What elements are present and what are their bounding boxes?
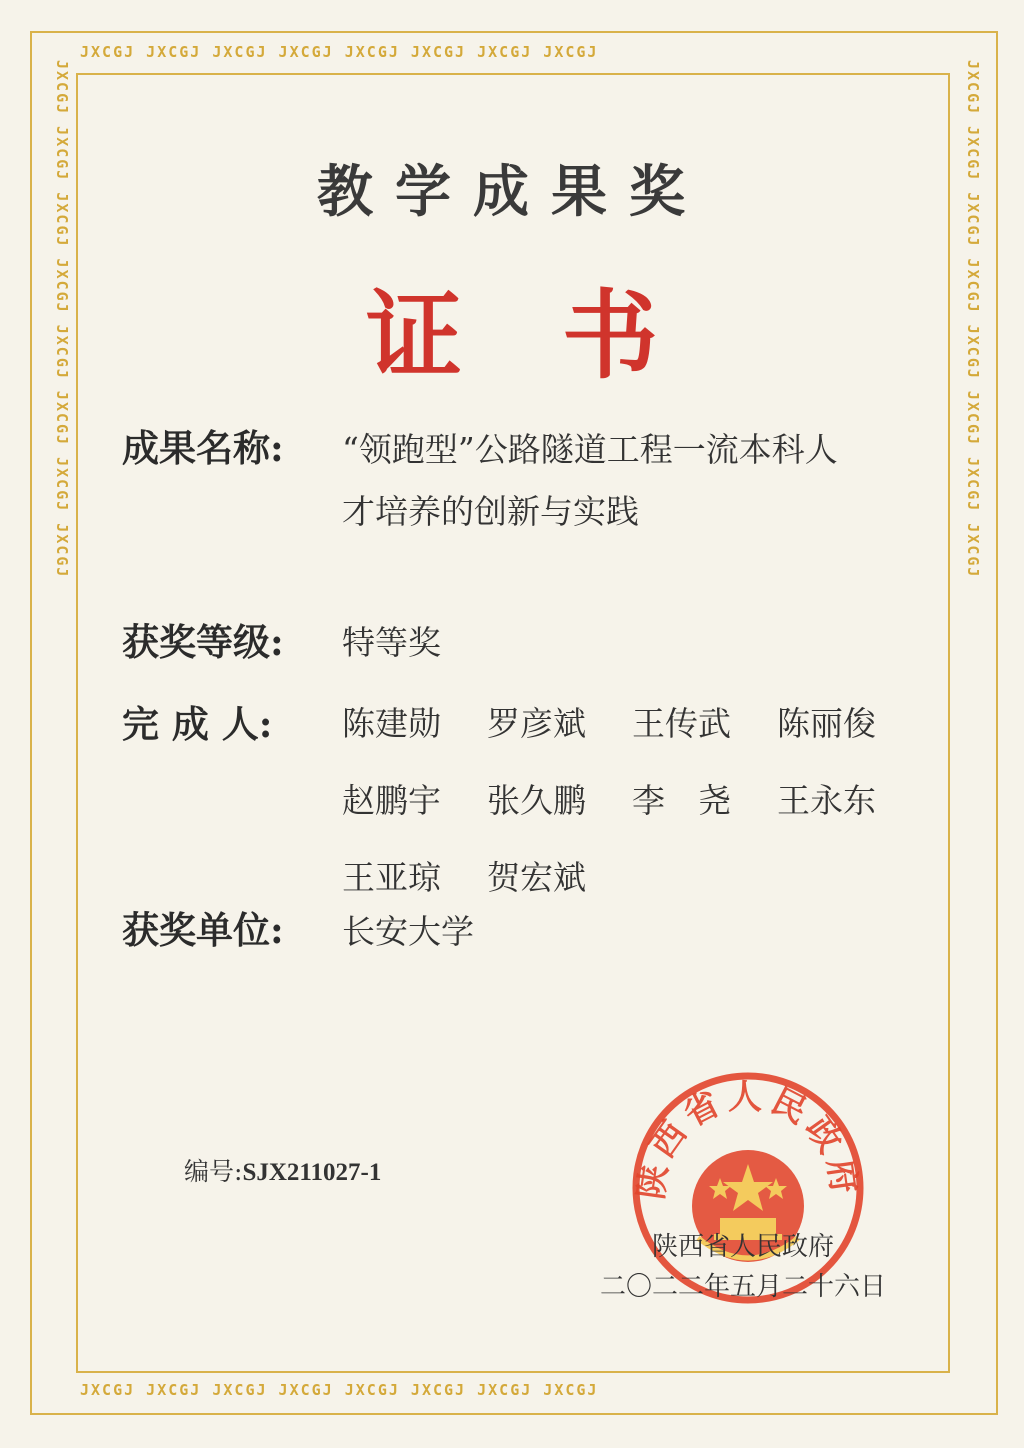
completer-name: 李 尧	[632, 781, 731, 820]
issue-date: 二〇二二年五月二十六日	[600, 1272, 887, 1302]
completer-name: 王永东	[777, 781, 876, 820]
award-title: 教学成果奖	[317, 159, 707, 225]
completers-list	[342, 698, 922, 899]
achievement-label: 成果名称:	[122, 426, 284, 470]
achievement-name-line1: “领跑型”公路隧道工程一流本科人	[342, 430, 838, 469]
border-pattern-top: JXCGJ JXCGJ JXCGJ JXCGJ JXCGJ JXCGJ JXCGJ JXCGJ	[80, 43, 599, 61]
completer-name: 陈丽俊	[777, 704, 876, 743]
completer-name: 罗彦斌	[487, 704, 586, 743]
serial-number	[184, 1152, 381, 1188]
completer-name: 王亚琼	[342, 858, 441, 897]
serial-value: SJX211027-1	[242, 1159, 382, 1186]
issuer-name: 陕西省人民政府	[652, 1232, 835, 1262]
serial-label: 编号:	[184, 1157, 243, 1186]
certificate-title: 证书	[366, 279, 758, 392]
completer-name: 王传武	[632, 704, 731, 743]
award-level-value: 特等奖	[342, 623, 441, 662]
completer-name: 陈建勋	[342, 704, 441, 743]
completer-name: 赵鹏宇	[342, 781, 441, 820]
border-pattern-left: JXCGJ JXCGJ JXCGJ JXCGJ JXCGJ JXCGJ JXCGJ JXCGJ	[53, 60, 71, 579]
completer-name: 贺宏斌	[487, 858, 586, 897]
award-unit-value: 长安大学	[342, 912, 474, 951]
award-unit-label: 获奖单位:	[122, 908, 284, 952]
award-level-label: 获奖等级:	[122, 620, 284, 664]
completers-label: 完 成 人:	[122, 702, 273, 746]
achievement-name-line2: 才培养的创新与实践	[342, 492, 639, 531]
completer-name: 张久鹏	[487, 781, 586, 820]
border-pattern-right: JXCGJ JXCGJ JXCGJ JXCGJ JXCGJ JXCGJ JXCGJ JXCGJ	[964, 60, 982, 579]
border-pattern-bottom: JXCGJ JXCGJ JXCGJ JXCGJ JXCGJ JXCGJ JXCGJ JXCGJ	[80, 1381, 599, 1399]
seal-text: 陕西省人民政府	[631, 1077, 865, 1202]
